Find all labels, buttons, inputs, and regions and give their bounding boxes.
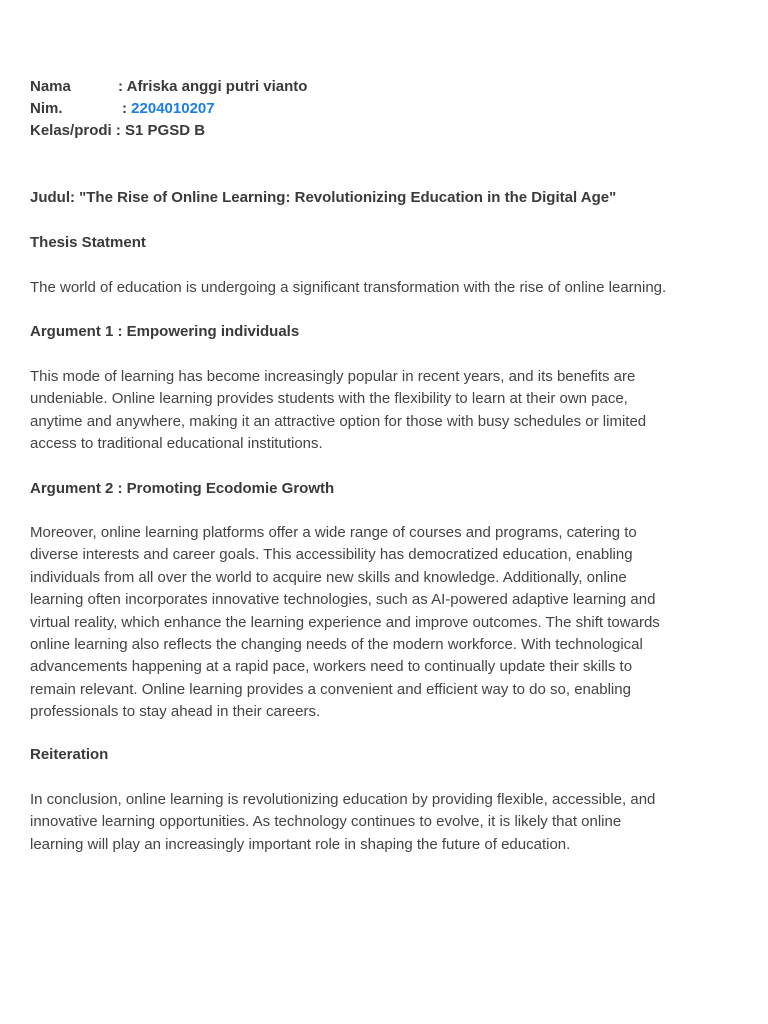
paragraph-line: advancements happening at a rapid pace, workers need to continually update their skills to [30, 658, 633, 676]
name-label: Nama [30, 78, 71, 95]
paragraph-line: online learning also reflects the changing needs of the modern workforce. With technological [30, 636, 643, 654]
class-row [30, 120, 205, 142]
class-value: : S1 PGSD B [115, 122, 206, 139]
argument1-heading: Argument 1 : Empowering individuals [30, 323, 300, 340]
paragraph-line: undeniable. Online learning provides students with the flexibility to learn at their own pace, [30, 390, 628, 408]
argument2-heading: Argument 2 : Promoting Ecodomie Growth [30, 480, 335, 497]
paragraph-line: In conclusion, online learning is revolutionizing education by providing flexible, accessible, and [30, 791, 656, 808]
nim-separator: : [122, 100, 127, 117]
paragraph-line: remain relevant. Online learning provides a convenient and efficient way to do so, enabling [30, 680, 631, 698]
argument2-paragraph [30, 522, 742, 724]
thesis-heading: Thesis Statment [30, 234, 146, 251]
argument1-paragraph [30, 366, 742, 456]
paragraph-line: learning will play an increasingly important role in shaping the future of education. [30, 835, 571, 853]
paragraph-line: Moreover, online learning platforms offer a wide range of courses and programs, catering to [30, 524, 637, 541]
thesis-text: The world of education is undergoing a significant transformation with the rise of online learning. [30, 279, 667, 296]
paragraph-line: innovative learning opportunities. As technology continues to evolve, it is likely that online [30, 813, 622, 831]
nim-label: Nim. [30, 100, 63, 117]
paragraph-line: virtual reality, which enhance the learning experience and improve outcomes. The shift towards [30, 613, 660, 631]
paragraph-line: diverse interests and career goals. This accessibility has democratized education, enabling [30, 546, 633, 564]
paragraph-line: anytime and anywhere, making it an attractive option for those with busy schedules or limited [30, 412, 647, 430]
paragraph-line: access to traditional educational institutions. [30, 435, 323, 453]
paragraph-line: professionals to stay ahead in their careers. [30, 703, 321, 721]
class-label: Kelas/prodi [30, 122, 112, 139]
paragraph-line: This mode of learning has become increasingly popular in recent years, and its benefits are [30, 368, 636, 385]
paragraph-line: learning often incorporates innovative technologies, such as AI-powered adaptive learning and [30, 591, 656, 609]
name-row [30, 76, 307, 98]
reiteration-heading: Reiteration [30, 746, 109, 763]
name-value: : Afriska anggi putri vianto [118, 78, 308, 95]
reiteration-paragraph [30, 789, 742, 856]
essay-title: Judul: "The Rise of Online Learning: Revolutionizing Education in the Digital Age" [30, 189, 617, 206]
paragraph-line: individuals from all over the world to acquire new skills and knowledge. Additionally, online [30, 568, 627, 586]
nim-phone-link[interactable]: 2204010207 [131, 100, 215, 117]
nim-row [30, 98, 215, 120]
